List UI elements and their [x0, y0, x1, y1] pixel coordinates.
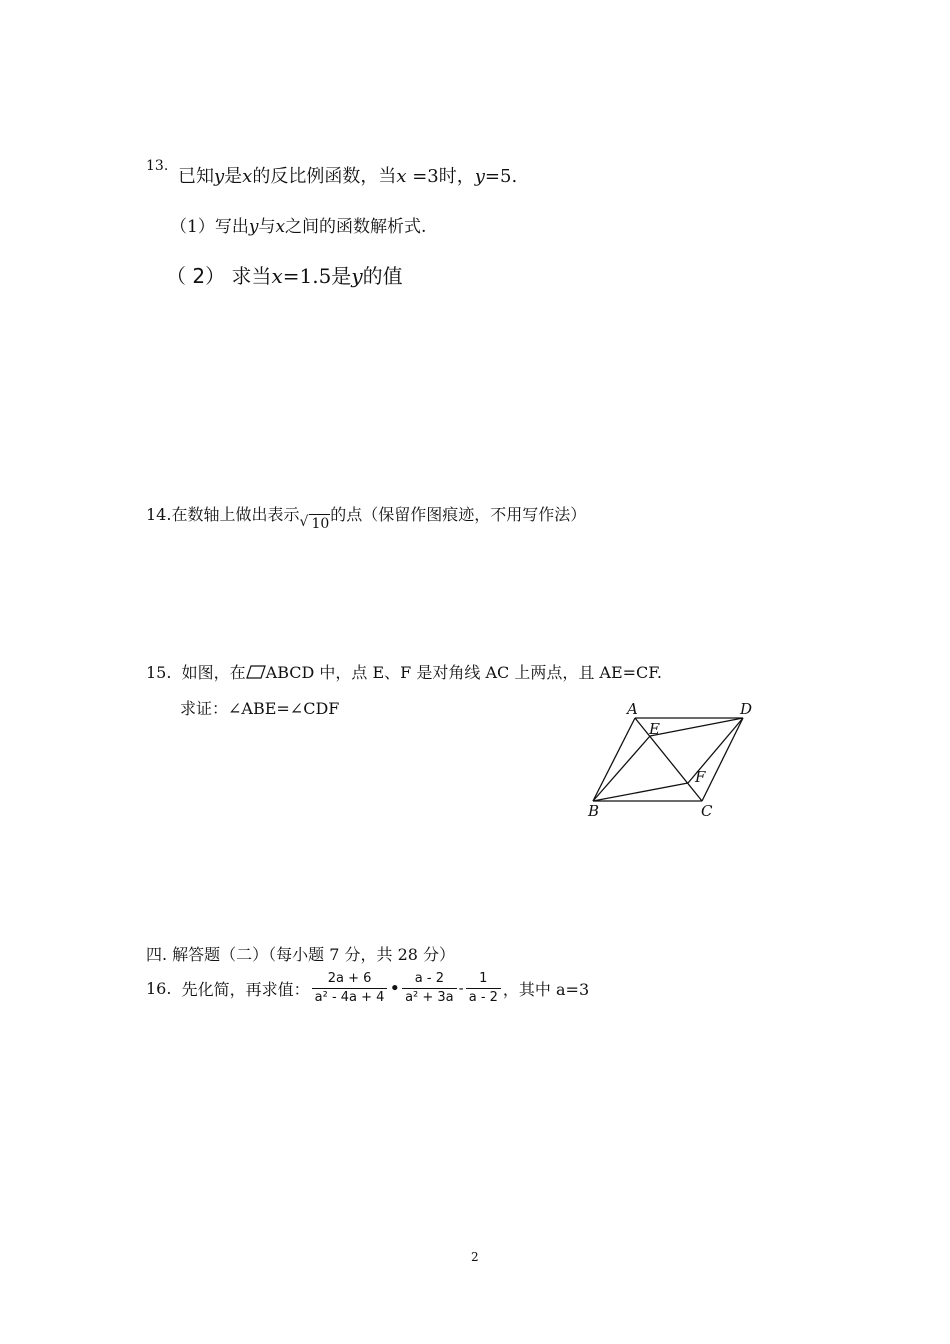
- sqrt-ten: √ 10: [299, 514, 330, 532]
- fraction-3: $\frac{1}{a - 2}$: [466, 970, 501, 1007]
- label-a: A: [627, 700, 638, 718]
- q15-prove: 求证：∠ABE=∠CDF: [180, 699, 340, 718]
- page-number: 2: [471, 1250, 479, 1264]
- section-four-title: 四. 解答题（二）（每小题 7 分，共 28 分）: [146, 945, 456, 964]
- q14-statement: 14.在数轴上做出表示 √ 10的点（保留作图痕迹，不用写作法）: [146, 505, 587, 532]
- q13-part2: （ 2） 求当x=1.5是y的值: [166, 264, 403, 288]
- parallelogram-icon: [246, 665, 266, 679]
- label-c: C: [701, 802, 713, 820]
- label-b: B: [588, 802, 600, 820]
- segment-ed: [650, 718, 743, 736]
- q15-statement: 15. 如图，在 ABCD 中，点 E、F 是对角线 AC 上两点，且 AE=CF.: [146, 663, 662, 682]
- fraction-1: $\frac{2a + 6}{\text{a² - 4a + 4}}$: [312, 970, 388, 1007]
- label-f: F: [695, 768, 706, 786]
- q13-number: 13.: [146, 158, 169, 174]
- fraction-2: $\frac{a - 2}{\text{a² + 3a}}$: [402, 970, 457, 1007]
- q13-statement: 已知y是x的反比例函数，当x =3时，y=5.: [178, 166, 518, 187]
- q13-part1: （1）写出y与x之间的函数解析式.: [170, 217, 427, 237]
- label-e: E: [649, 720, 660, 738]
- label-d: D: [740, 700, 753, 718]
- q16-statement: 16. 先化简，再求值： $\frac{2a + 6}{\text{a² - 4a + 4}}$ • $\frac{a - 2}{\text{a² + 3a}}$ - $\frac{1}{a - 2}$ ，其中 a=3: [146, 971, 590, 1005]
- parallelogram-figure: [580, 698, 760, 823]
- diagonal-ac: [635, 718, 702, 801]
- multiply-dot: •: [389, 978, 401, 999]
